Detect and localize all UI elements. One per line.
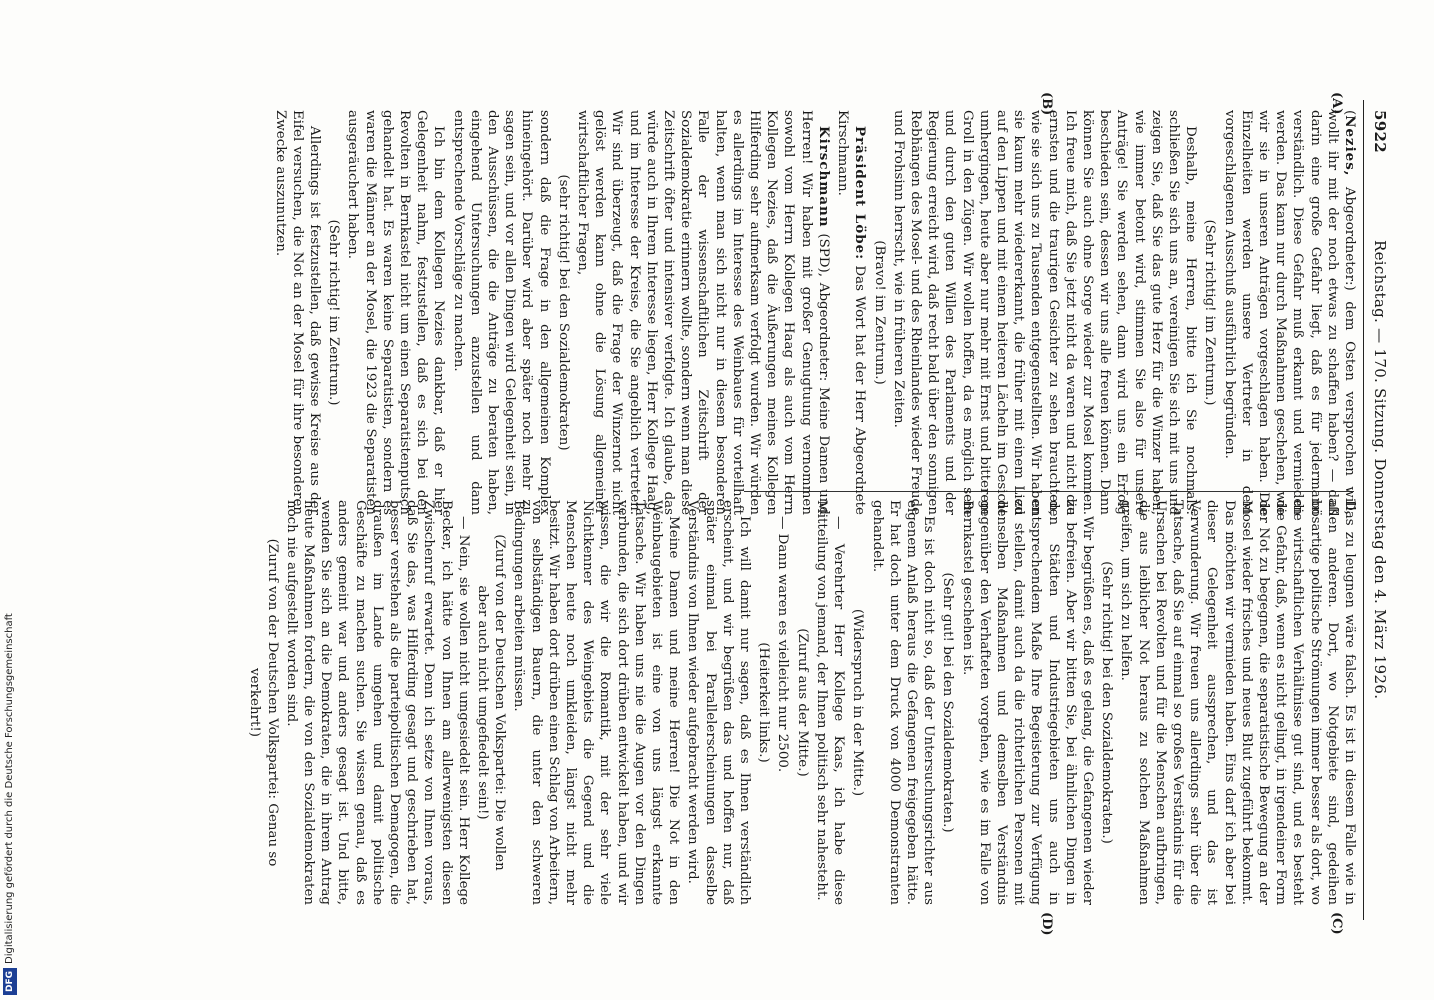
paragraph: — Dann waren es vielleicht nur 2500. [775,516,791,773]
stage-direction: (sehr richtig! bei den Sozialdemokraten) [555,174,571,451]
stage-direction: (Sehr richtig! bei den Sozialdemokraten.) [1099,561,1115,844]
paragraph: (Nezies, Abgeordneter:) dem Osten versprochen will, wollt ihr mit der noch etwas zu schaffen haben? — daß darin eine große Gefahr liegt, daß es für jedermann verständlich. Diese Gefahr muß erkannt und vermieden werden. Das kann nur durch Maßnahmen geschehen, wie wir sie in unseren Anträgen vorgeschlagen haben. Die Einzelheiten werden unsere Vertreter in dem vorgeschlagenen Ausschuß ausführlich begründen. [1221,110,1358,516]
stage-direction: (Zuruf von der Deutschen Volkspartei: Genau so verkehrt!) [247,538,280,867]
margin-marker-c: (C) [1329,912,1344,935]
stage-direction: (Sehr gut! bei den Sozialdemokraten.) [940,572,956,833]
speaker-name: Nezies, [1342,115,1358,177]
page-number: 5922 [1371,110,1389,153]
paragraph-text: (SPD), Abgeordneter: Meine Damen und Herren! Wir haben mit großer Genugtuung vernommen sowohl vom Herrn Kollegen Haag als auch vom Herrn Kollegen Nezies, daß die Äußerungen meines Kollegen Hilferding sehr aufmerksam verfolgt wurden. Wir würden es allerdings im Interesse des Weinbaues für vorteilhaft halten, wenn man sich nicht nur in diesem besonderen Falle der wissenschaftlichen Zeitschrift der Sozialdemokratie erinnern wollte, sondern wenn man diese Zeitschrift öfter und intensiver verfolgte. Ich glaube, das würde auch in Ihrem Interesse liegen, Herr Kollege Haag, und im Interesse der Kreise, die Sie angeblich vertreten. Wir sind überzeugt, daß die Frage der Winzernot nicht gelöst werden kann ohne die Lösung allgemeiner wirtschaftlicher Fragen, [575,110,831,515]
speaker-name: Präsident Löbe: [852,126,869,261]
speaker-name: Kirschmann [815,126,832,228]
stage-direction: (Bravo! im Zentrum.) [871,240,887,385]
speaker-role: Abgeordneter: [1342,186,1357,286]
margin-marker-a: (A) [1329,92,1344,115]
paragraph: Deshalb, meine Herren, bitte ich Sie nochmals: schließen Sie sich uns an, vereinigen Sie sich mit uns und zeigen Sie, daß Sie das gute Herz für die Winzer haben, wie immer betont wird, stimmen Sie also für unsere Anträge! Sie werden sehen, dann wird uns ein Erfolg beschieden sein, dessen wir uns alle freuen können. Dann können Sie auch ohne Sorge wieder zur Mosel kommen. Ich freue mich, daß Sie jetzt nicht da waren und nicht die ernsten und die traurigen Gesichter zu sehen brauchten, wie sie sich uns zu Tausenden entgegenstellten. Wir haben sie kaum mehr wiedererkannt, die früher mit einem Lied auf den Lippen und mit einem heiteren Lächeln im Gesicht umhergingen, heute aber nur mehr mit Ernst und bitterem Groll in den Zügen. Wir wollen hoffen, da es möglich sein und durch den guten Willen des Parlaments und der Regierung erreicht wird, daß recht bald über den sonnigen Rebhängen des Mosel- und des Rheinlandes wieder Freude und Frohsinn herrscht, wie in früheren Zeiten. [890,110,1199,515]
credit-text: Digitalisierung gefördert durch die Deutsche Forschungsgemeinschaft [4,613,15,964]
paragraph: Wir begrüßen es, daß es gelang, die Gefangenen wieder zu befreien. Aber wir bitten Sie, bei ähnlichen Dingen in den Städten und Industriegebieten uns auch in entsprechendem Maße Ihre Begeisterung zur Verfügung zu stellen, damit auch da die richterlichen Personen mit denselben Maßnahmen und demselben Verständnis gegenüber den Verhafteten vorgehen, wie es im Falle von Bernkastel geschehen ist. [959,500,1095,905]
dfg-logo: DFG [3,968,17,995]
stage-direction: (Zuruf aus der Mitte.) [794,628,810,777]
page-header [1367,110,1389,910]
digitization-credit [3,600,17,995]
stage-direction: (Sehr richtig! im Zentrum.) [326,219,342,406]
paragraph-text: Das Wort hat der Herr Abgeordnete Kirschmann. [835,110,868,515]
paragraph: — Verehrter Herr Kollege Kaas, ich habe diese Mitteilung von jemand, der Ihnen politisch sehr nahesteht. [813,500,847,905]
paragraph: Ich bin dem Kollegen Nezies dankbar, daß er hier Gelegenheit nahm, festzustellen, daß es sich bei den Revolten in Bernkastel nicht um einen Separatistenputsch gehandelt hat. Es waren keine Separatisten, sondern es waren die Männer an der Mosel, die 1923 die Separatisten ausgeräuchert haben. [345,110,447,515]
paragraph [574,110,832,515]
stage-direction: (Heiterkeit links.) [756,642,772,763]
paragraph-text: dem Osten versprochen will, wollt ihr mit der noch etwas zu schaffen haben? — daß darin eine große Gefahr liegt, daß es für jedermann verständlich. Diese Gefahr muß erkannt und vermieden werden. Das kann nur durch Maßnahmen geschehen, wie wir sie in unseren Anträgen vorgeschlagen haben. Die Einzelheiten werden unsere Vertreter in dem vorgeschlagenen Ausschuß ausführlich begründen. [1221,110,1357,516]
paragraph: Es ist doch nicht so, daß der Untersuchungsrichter aus eigenem Anlaß heraus die Gefangenen freigegeben hätte. Er hat doch unter dem Druck von 4000 Demonstranten gehandelt. [869,500,937,905]
stage-direction: (Zuruf von der Deutschen Volkspartei: Die wollen aber auch nicht umgefiedelt sein!) [475,534,508,871]
paragraph: Allerdings ist festzustellen, daß gewisse Kreise aus der Eifel versuchen, die Not an der Mosel für ihre besonderen Zwecke auszunutzen. [272,110,323,515]
left-column [269,110,1358,515]
paragraph: Ich will damit nur sagen, daß es Ihnen verständlich erscheint, und wir begrüßen das und hoffen nur, daß später einmal bei Parallelerscheinungen dasselbe Verständnis von Ihnen wieder aufgebracht werden wird. [685,500,753,905]
header-rule [1363,100,1364,920]
stage-direction: (Widerspruch in der Mitte.) [850,608,866,797]
paragraph: Meine Damen und meine Herren! Die Not in den Weinbaugebieten ist eine von uns längst erkannte Tatsache. Wir haben uns nie die Augen vor den Dingen verbunden, die sich dort drüben entwickelt haben, und wir wissen, die wir die Romantik, mit der sehr viele Nichtkenner des Weingebiets die Gegend und die Menschen heute noch umkleiden, längst nicht mehr besitzt. Wir haben dort drüben einen Schlag von Arbeitern, von selbständigen Bauern, die unter den schweren Bedingungen arbeiten müssen. [511,500,682,905]
paragraph [834,110,868,515]
right-column [244,500,1358,905]
paragraph: — Nein, sie wollen nicht umgesiedelt sein. Herr Kollege Becker, ich hätte von Ihnen am allerwenigsten diesen Zwischenruf erwartet. Denn ich setze von Ihnen voraus, daß Sie das, was Hilferding gesagt und geschrieben hat, besser verstehen als die parteipolitischen Demagogen, die draußen im Lande umgehen und damit politische Geschäfte zu machen suchen. Sie wissen genau, daß es anders gemeint war und anders gesagt ist. Und bitte, wenden Sie sich an die Demokraten, die in ihrem Antrag heute Maßnahmen fordern, die von den Sozialdemokraten noch nie aufgestellt worden sind. [283,500,471,905]
paragraph: Das zu leugnen wäre falsch. Es ist in diesem Falle wie in allen anderen. Dort, wo Notgebiete sind, gedeihen bösartige politische Strömungen immer besser als dort, wo die wirtschaftlichen Verhältnisse gut sind, und es besteht die Gefahr, daß, wenn es nicht gelingt, in irgendeiner Form der Not zu begegnen, die separatistische Bewegung an der Mosel wieder frisches und neues Blut zugeführt bekommt. Das möchten wir vermieden haben. Eins darf ich aber bei dieser Gelegenheit aussprechen, und das ist Verwunderung. Wir freuen uns allerdings sehr über die Tatsache, daß Sie auf einmal so großes Verständnis für die Ursachen bei Revolten und für die Menschen aufbringen, die aus leiblicher Not heraus zu solchen Maßnahmen greifen, um sich zu helfen. [1118,500,1357,905]
margin-marker-b: (B) [1039,92,1054,116]
paragraph: sondern daß die Frage in den allgemeinen Komplex hineingehört. Darüber wird aber später noch mehr zu sagen sein, und vor allen Dingen wird Gelegenheit sein, in den Ausschüssen, die die Anträge zu beraten haben, eingehend Untersuchungen anzustellen und dann entsprechende Vorschläge zu machen. [450,110,552,515]
stage-direction: (Sehr richtig! im Zentrum.) [1202,219,1218,406]
running-title: Reichstag. — 170. Sitzung. Donnerstag den 4. März 1926. [1371,240,1389,700]
margin-marker-d: (D) [1039,912,1054,936]
